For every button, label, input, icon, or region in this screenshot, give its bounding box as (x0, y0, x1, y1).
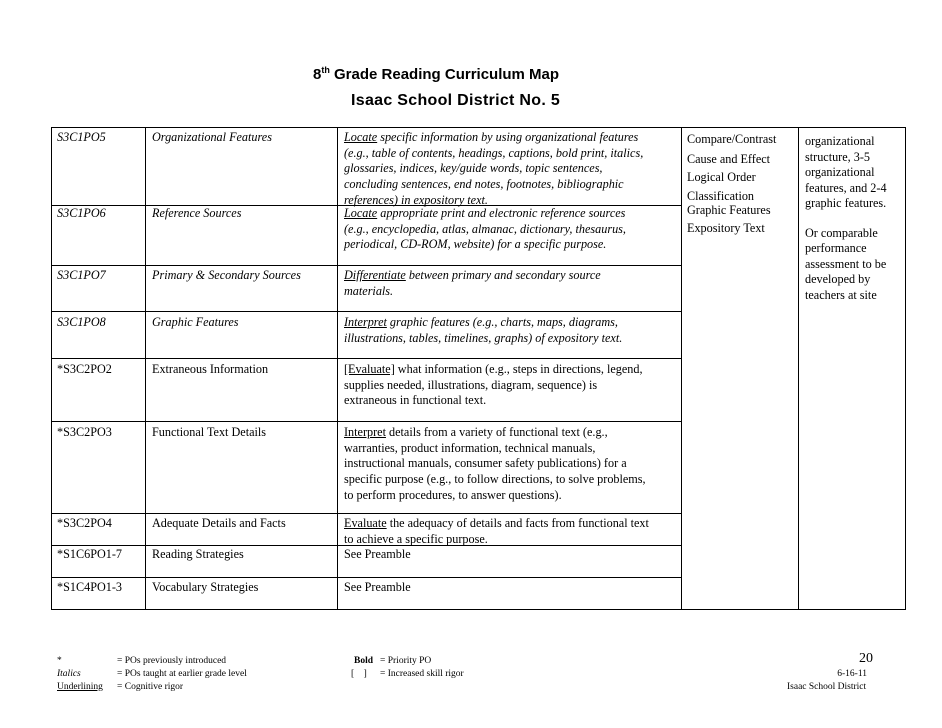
strategies-list: Compare/Contrast Cause and Effect Logical Order Classification Graphic Features Expository Text (687, 132, 777, 235)
footer-date: 6-16-11 (837, 669, 867, 679)
table-row-description: [Evaluate] what information (e.g., steps in directions, legend, supplies needed, illustrations, diagram, sequence) is extraneous in functional text. (344, 362, 643, 408)
table-row-code: *S3C2PO3 (57, 425, 112, 439)
table-row-description: See Preamble (344, 580, 411, 594)
table-row-description: Locate appropriate print and electronic reference sources (e.g., encyclopedia, atlas, almanac, dictionary, thesaurus, periodical, CD-ROM, website) for a specific purpose. (344, 206, 626, 252)
table-row-code: S3C1PO8 (57, 315, 106, 329)
table-row-code: S3C1PO7 (57, 268, 106, 282)
legend-meaning: = Priority PO (380, 656, 432, 666)
table-row-description: Interpret details from a variety of functional text (e.g., warranties, product information, technical manuals, instructional manuals, consumer safety publications) for a specific purpose (e.g., to follow directions, to solve problems, to perform procedures, to answer questions). (344, 425, 646, 502)
legend-symbol: Bold (354, 656, 374, 666)
legend-symbol: [ ] (351, 669, 367, 679)
page-number: 20 (859, 651, 873, 666)
table-row-description: Locate specific information by using organizational features (e.g., table of contents, headings, captions, bold print, italics, glossaries, indices, key/guide words, topic sentences, concluding sentences, end notes, footnotes, bibliographic references) in expository text. (344, 130, 644, 207)
table-row-description: Interpret graphic features (e.g., charts, maps, diagrams, illustrations, tables, timelines, graphs) of expository text. (344, 315, 623, 345)
legend-symbol: Underlining (57, 682, 103, 692)
table-row-topic: Vocabulary Strategies (152, 580, 259, 594)
legend-symbol: * (57, 656, 62, 666)
assessment-text: organizational structure, 3-5 organizational features, and 2-4 graphic features. Or comparable performance assessment to be developed by teachers at site (805, 134, 887, 302)
table-row-topic: Adequate Details and Facts (152, 516, 286, 530)
table-row-topic: Reading Strategies (152, 547, 244, 561)
legend-meaning: = POs taught at earlier grade level (117, 669, 247, 679)
table-row-topic: Graphic Features (152, 315, 239, 329)
table-row-topic: Reference Sources (152, 206, 242, 220)
table-row-description: Differentiate between primary and secondary source materials. (344, 268, 601, 298)
legend-symbol: Italics (57, 669, 81, 679)
table-row-description: See Preamble (344, 547, 411, 561)
table-row-code: S3C1PO5 (57, 130, 106, 144)
legend-meaning: = POs previously introduced (117, 656, 227, 666)
table-row-code: *S1C6PO1-7 (57, 547, 123, 561)
table-row-code: *S1C4PO1-3 (57, 580, 123, 594)
footer-district: Isaac School District (787, 682, 867, 692)
table-row-topic: Functional Text Details (152, 425, 267, 439)
legend-meaning: = Increased skill rigor (380, 669, 464, 679)
table-row-code: *S3C2PO2 (57, 362, 112, 376)
table-row-topic: Primary & Secondary Sources (152, 268, 301, 282)
table-row-topic: Extraneous Information (152, 362, 269, 376)
table-row-topic: Organizational Features (152, 130, 272, 144)
legend-meaning: = Cognitive rigor (117, 682, 184, 692)
table-row-description: Evaluate the adequacy of details and facts from functional text to achieve a specific purpose. (344, 516, 649, 546)
table-row-code: *S3C2PO4 (57, 516, 112, 530)
table-row-code: S3C1PO6 (57, 206, 106, 220)
